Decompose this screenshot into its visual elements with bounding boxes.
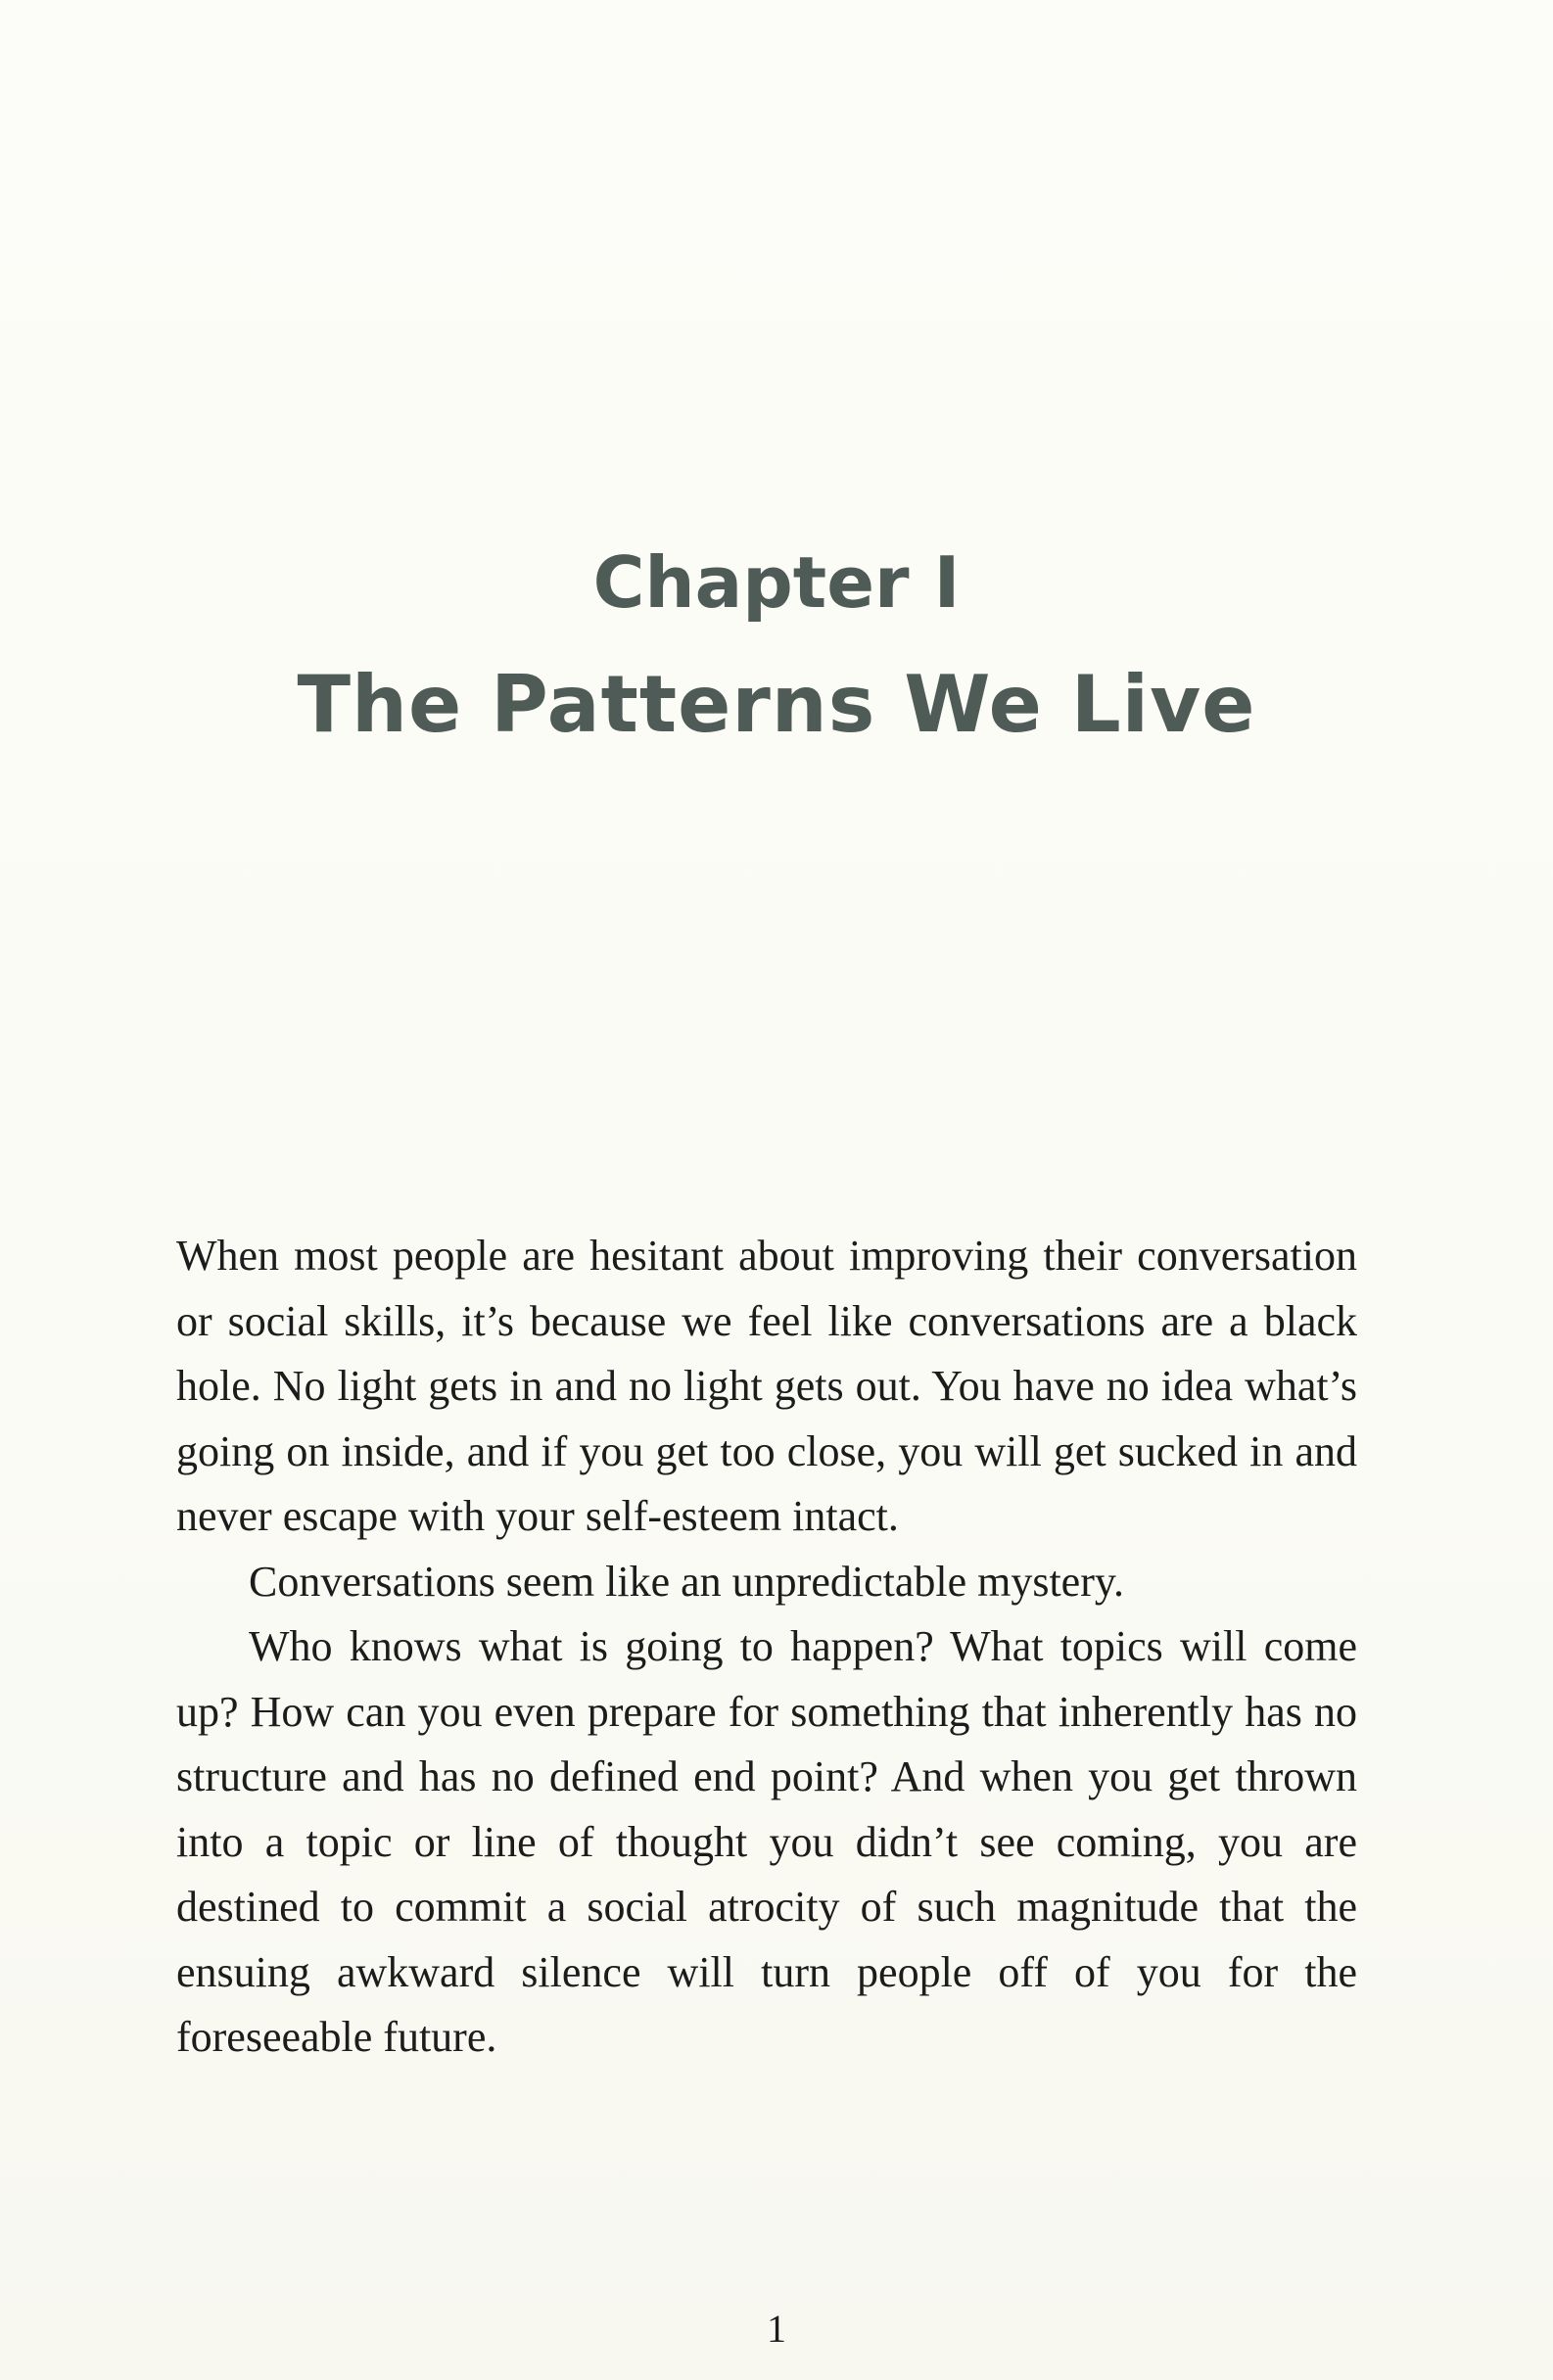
paragraph: Conversations seem like an unpredictable mystery. (249, 1557, 1125, 1606)
page-number: 1 (767, 2307, 786, 2351)
chapter-title: The Patterns We Live (297, 659, 1256, 750)
chapter-label: Chapter I (592, 541, 961, 624)
paragraph: Who knows what is going to happen? What topics will come up? How can you even prepare for something that inherently has no structure and has no defined end point? And when you get thrown into a topic or line of thought you didn’t see coming, you are destined to commit a social atrocity of such magnitude that the ensuing awkward silence will turn people off of you for the foreseeable future. (176, 1622, 1357, 2061)
paragraph: When most people are hesitant about improving their conversation or social skills, it’s because we feel like conversations are a black hole. No light gets in and no light gets out. You have no idea what’s going on inside, and if you get too close, you will get sucked in and never escape with your self-esteem intact. (176, 1232, 1357, 1540)
chapter-heading (0, 524, 1553, 769)
body-text (176, 1224, 1357, 2071)
